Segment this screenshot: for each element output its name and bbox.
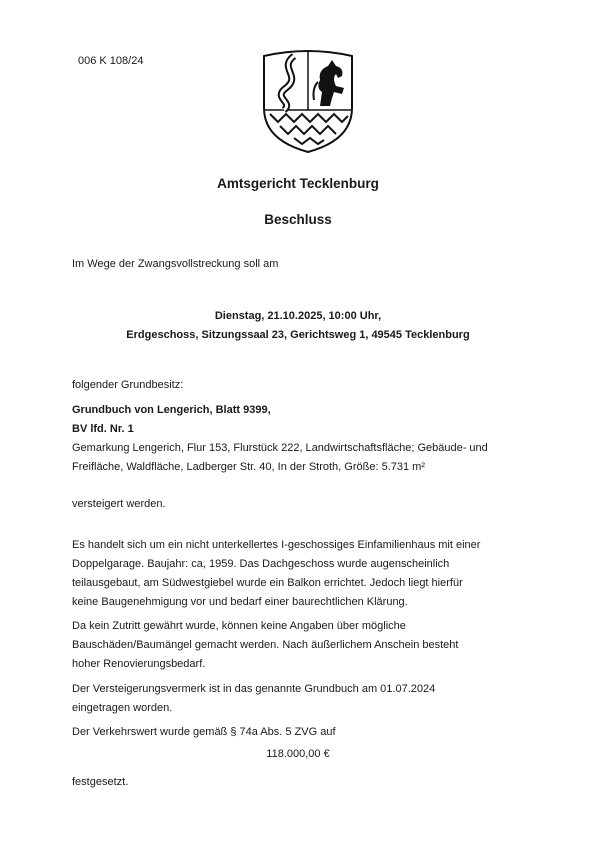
file-number: 006 K 108/24 — [78, 55, 144, 67]
court-name: Amtsgericht Tecklenburg — [217, 176, 379, 191]
description-line: Es handelt sich um ein nicht unterkellertes I-geschossiges Einfamilienhaus mit einer — [72, 539, 481, 551]
auction-phrase: versteigert werden. — [72, 498, 166, 510]
value-amount: 118.000,00 € — [266, 748, 330, 760]
access-line: Bauschäden/Baumängel gemacht werden. Nach äußerlichem Anschein besteht — [72, 639, 459, 651]
closing-text: festgesetzt. — [72, 776, 129, 788]
description-line: keine Baugenehmigung vor und bedarf einer baurechtlichen Klärung. — [72, 596, 408, 608]
access-line: hoher Renovierungsbedarf. — [72, 658, 206, 670]
description-paragraph — [72, 536, 542, 612]
location-line: Erdgeschoss, Sitzungssaal 23, Gerichtsweg 1, 49545 Tecklenburg — [126, 329, 470, 341]
land-register: Grundbuch von Lengerich, Blatt 9399, — [72, 404, 271, 416]
description-line: Doppelgarage. Baujahr: ca, 1959. Das Dachgeschoss wurde augenscheinlich — [72, 558, 450, 570]
access-paragraph — [72, 617, 542, 674]
parcel-line-2: Freifläche, Waldfläche, Ladberger Str. 40, In der Stroth, Größe: 5.731 m² — [72, 461, 425, 473]
registration-line: Der Versteigerungsvermerk ist in das genannte Grundbuch am 01.07.2024 — [72, 683, 436, 695]
nrw-coat-of-arms-icon — [258, 48, 358, 156]
date-line: Dienstag, 21.10.2025, 10:00 Uhr, — [214, 310, 382, 322]
registration-paragraph — [72, 680, 542, 718]
registration-line: eingetragen worden. — [72, 702, 173, 714]
decision-title: Beschluss — [264, 212, 332, 227]
parcel-line-1: Gemarkung Lengerich, Flur 153, Flurstück 222, Landwirtschaftsfläche; Gebäude- und — [72, 442, 488, 454]
intro-text: Im Wege der Zwangsvollstreckung soll am — [72, 258, 279, 270]
property-intro: folgender Grundbesitz: — [72, 379, 184, 391]
access-line: Da kein Zutritt gewährt wurde, können keine Angaben über mögliche — [72, 620, 406, 632]
bv-number: BV lfd. Nr. 1 — [72, 423, 134, 435]
description-line: teilausgebaut, am Südwestgiebel wurde ein Balkon errichtet. Jedoch liegt hierfür — [72, 577, 463, 589]
value-intro: Der Verkehrswert wurde gemäß § 74a Abs. 5 ZVG auf — [72, 726, 336, 738]
